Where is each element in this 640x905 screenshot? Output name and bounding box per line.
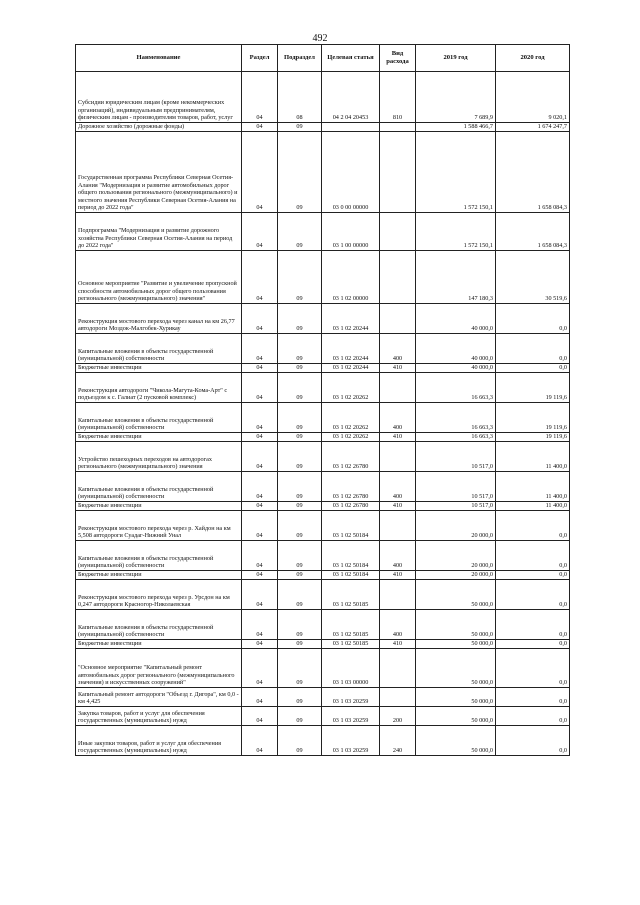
cell-target: 03 1 02 50185 [322, 580, 380, 610]
cell-target: 03 1 02 20262 [322, 403, 380, 433]
cell-razdel: 04 [242, 688, 278, 707]
cell-y2020: 0,0 [496, 541, 570, 571]
cell-razdel: 04 [242, 472, 278, 502]
cell-vid: 400 [380, 334, 416, 364]
cell-y2020: 1 658 084,3 [496, 213, 570, 251]
cell-podrazdel: 09 [278, 123, 322, 132]
cell-target: 03 1 03 20259 [322, 707, 380, 726]
cell-y2020: 19 119,6 [496, 403, 570, 433]
cell-podrazdel: 09 [278, 502, 322, 511]
cell-podrazdel: 09 [278, 251, 322, 304]
cell-name: Бюджетные инвестиции [76, 433, 242, 442]
cell-y2020: 11 400,0 [496, 472, 570, 502]
cell-y2019: 1 588 466,7 [416, 123, 496, 132]
cell-target: 03 1 02 50185 [322, 640, 380, 649]
table-row [76, 472, 570, 502]
cell-razdel: 04 [242, 403, 278, 433]
cell-target: 03 1 02 50184 [322, 571, 380, 580]
cell-target: 03 1 03 20259 [322, 688, 380, 707]
cell-y2020: 0,0 [496, 571, 570, 580]
cell-y2019: 16 663,3 [416, 373, 496, 403]
cell-podrazdel: 09 [278, 373, 322, 403]
page-number: 492 [312, 33, 328, 44]
cell-name: Государственная программа Республики Северная Осетия-Алания "Модернизация и развитие автомобильных дорог общего пользования регионального (межмуниципального) и местного значения Республики Северная Осетия-Алания на период до 2022 года" [76, 132, 242, 213]
cell-vid [380, 580, 416, 610]
cell-vid: 400 [380, 541, 416, 571]
cell-target: 03 1 02 00000 [322, 251, 380, 304]
cell-podrazdel: 09 [278, 541, 322, 571]
cell-y2019: 16 663,3 [416, 433, 496, 442]
table-row [76, 640, 570, 649]
table-row [76, 334, 570, 364]
cell-razdel: 04 [242, 72, 278, 123]
cell-vid [380, 251, 416, 304]
cell-podrazdel: 09 [278, 213, 322, 251]
cell-name: Подпрограмма "Модернизация и развитие дорожного хозяйства Республики Северная Осетия-Алания на период до 2022 года" [76, 213, 242, 251]
cell-target: 03 1 02 26780 [322, 502, 380, 511]
cell-name: Дорожное хозяйство (дорожные фонды) [76, 123, 242, 132]
cell-vid: 410 [380, 433, 416, 442]
header-razdel: Раздел [242, 45, 278, 72]
cell-razdel: 04 [242, 442, 278, 472]
cell-y2019: 50 000,0 [416, 580, 496, 610]
cell-y2019: 50 000,0 [416, 726, 496, 756]
cell-y2020: 19 119,6 [496, 433, 570, 442]
cell-razdel: 04 [242, 571, 278, 580]
cell-vid [380, 304, 416, 334]
cell-name: Бюджетные инвестиции [76, 364, 242, 373]
cell-y2019: 10 517,0 [416, 472, 496, 502]
cell-y2019: 147 180,3 [416, 251, 496, 304]
table-row [76, 72, 570, 123]
cell-podrazdel: 09 [278, 132, 322, 213]
table-body [76, 72, 570, 756]
cell-vid: 410 [380, 640, 416, 649]
cell-vid: 200 [380, 707, 416, 726]
header-vid: Вид расхода [380, 45, 416, 72]
header-name: Наименование [76, 45, 242, 72]
cell-name: Реконструкция мостового перехода через р. Урсдон на км 0,247 автодороги Красногор-Николаевская [76, 580, 242, 610]
cell-y2019: 50 000,0 [416, 640, 496, 649]
cell-podrazdel: 09 [278, 442, 322, 472]
cell-razdel: 04 [242, 541, 278, 571]
table-header-row [76, 45, 570, 72]
table-row [76, 580, 570, 610]
cell-razdel: 04 [242, 123, 278, 132]
cell-vid [380, 213, 416, 251]
cell-name: Устройство пешеходных переходов на автодорогах регионального (межмуниципального) значения [76, 442, 242, 472]
cell-y2020: 0,0 [496, 688, 570, 707]
table-row [76, 433, 570, 442]
cell-name: Бюджетные инвестиции [76, 502, 242, 511]
cell-name: Закупка товаров, работ и услуг для обеспечения государственных (муниципальных) нужд [76, 707, 242, 726]
cell-y2020: 30 519,6 [496, 251, 570, 304]
cell-vid: 410 [380, 502, 416, 511]
cell-target: 03 1 02 26780 [322, 472, 380, 502]
cell-vid [380, 373, 416, 403]
cell-y2019: 50 000,0 [416, 688, 496, 707]
table-row [76, 373, 570, 403]
cell-podrazdel: 09 [278, 726, 322, 756]
cell-vid [380, 511, 416, 541]
cell-razdel: 04 [242, 726, 278, 756]
header-2019: 2019 год [416, 45, 496, 72]
table-row [76, 304, 570, 334]
cell-vid: 240 [380, 726, 416, 756]
cell-name: Иные закупки товаров, работ и услуг для обеспечения государственных (муниципальных) нужд [76, 726, 242, 756]
cell-podrazdel: 09 [278, 571, 322, 580]
cell-y2019: 20 000,0 [416, 511, 496, 541]
cell-target: 03 1 02 50184 [322, 541, 380, 571]
cell-y2020: 0,0 [496, 640, 570, 649]
cell-vid [380, 132, 416, 213]
cell-razdel: 04 [242, 334, 278, 364]
cell-name: "Основное мероприятие "Капитальный ремонт автомобильных дорог регионального (межмуниципального значения) и искусственных сооружений" [76, 649, 242, 688]
cell-podrazdel: 09 [278, 688, 322, 707]
cell-y2020: 0,0 [496, 610, 570, 640]
cell-name: Реконструкция мостового перехода через р. Хайдон на км 5,508 автодороги Суадаг-Нижний Унал [76, 511, 242, 541]
cell-y2019: 20 000,0 [416, 571, 496, 580]
cell-target: 03 0 00 00000 [322, 132, 380, 213]
cell-vid [380, 442, 416, 472]
cell-name: Основное мероприятие "Развитие и увеличение пропускной способности автомобильных дорог общего пользования регионального (межмуниципального) значения" [76, 251, 242, 304]
cell-y2020: 0,0 [496, 580, 570, 610]
cell-y2020: 9 020,1 [496, 72, 570, 123]
cell-razdel: 04 [242, 610, 278, 640]
cell-name: Бюджетные инвестиции [76, 571, 242, 580]
table-row [76, 123, 570, 132]
cell-podrazdel: 09 [278, 364, 322, 373]
cell-razdel: 04 [242, 502, 278, 511]
table-row [76, 610, 570, 640]
table-row [76, 502, 570, 511]
cell-razdel: 04 [242, 511, 278, 541]
cell-name: Капитальные вложения в объекты государственной (муниципальной) собственности [76, 541, 242, 571]
cell-y2020: 19 119,6 [496, 373, 570, 403]
cell-razdel: 04 [242, 132, 278, 213]
cell-name: Капитальные вложения в объекты государственной (муниципальной) собственности [76, 334, 242, 364]
cell-target: 03 1 02 20244 [322, 304, 380, 334]
cell-name: Капитальный ремонт автодороги "Объезд г. Дигора", км 0,0 - км 4,425 [76, 688, 242, 707]
cell-vid: 400 [380, 403, 416, 433]
cell-y2019: 16 663,3 [416, 403, 496, 433]
cell-name: Бюджетные инвестиции [76, 640, 242, 649]
cell-target: 03 1 02 20262 [322, 373, 380, 403]
cell-podrazdel: 09 [278, 304, 322, 334]
table-row [76, 403, 570, 433]
cell-y2019: 40 000,0 [416, 304, 496, 334]
cell-podrazdel: 09 [278, 580, 322, 610]
cell-vid [380, 123, 416, 132]
cell-y2019: 50 000,0 [416, 649, 496, 688]
table-row [76, 707, 570, 726]
cell-y2020: 11 400,0 [496, 442, 570, 472]
cell-vid: 400 [380, 610, 416, 640]
cell-name: Реконструкция автодороги "Чикола-Магута-Кома-Арт" с подъездом к с. Галиат (2 пусковой комплекс) [76, 373, 242, 403]
cell-y2020: 0,0 [496, 707, 570, 726]
cell-target: 03 1 02 20244 [322, 334, 380, 364]
cell-vid: 410 [380, 364, 416, 373]
cell-podrazdel: 09 [278, 433, 322, 442]
cell-y2020: 0,0 [496, 334, 570, 364]
cell-razdel: 04 [242, 640, 278, 649]
cell-y2019: 1 572 150,1 [416, 132, 496, 213]
cell-razdel: 04 [242, 213, 278, 251]
cell-y2019: 20 000,0 [416, 541, 496, 571]
cell-y2020: 0,0 [496, 649, 570, 688]
table-row [76, 251, 570, 304]
table-row [76, 442, 570, 472]
cell-y2020: 11 400,0 [496, 502, 570, 511]
cell-target: 03 1 00 00000 [322, 213, 380, 251]
cell-razdel: 04 [242, 707, 278, 726]
cell-target: 03 1 02 50185 [322, 610, 380, 640]
cell-podrazdel: 09 [278, 403, 322, 433]
cell-y2019: 40 000,0 [416, 364, 496, 373]
table-row [76, 649, 570, 688]
cell-name: Реконструкция мостового перехода через канал на км 26,77 автодороги Моздок-Малгобек-Хурикау [76, 304, 242, 334]
cell-y2019: 10 517,0 [416, 502, 496, 511]
cell-y2020: 0,0 [496, 511, 570, 541]
header-target: Целевая статья [322, 45, 380, 72]
cell-podrazdel: 09 [278, 610, 322, 640]
cell-razdel: 04 [242, 580, 278, 610]
cell-vid: 810 [380, 72, 416, 123]
cell-y2020: 1 674 247,7 [496, 123, 570, 132]
table-row [76, 726, 570, 756]
cell-y2020: 1 658 084,3 [496, 132, 570, 213]
cell-y2019: 10 517,0 [416, 442, 496, 472]
cell-vid [380, 688, 416, 707]
cell-podrazdel: 09 [278, 707, 322, 726]
cell-name: Капитальные вложения в объекты государственной (муниципальной) собственности [76, 403, 242, 433]
cell-razdel: 04 [242, 251, 278, 304]
cell-target: 03 1 03 20259 [322, 726, 380, 756]
cell-target: 04 2 04 20453 [322, 72, 380, 123]
table-row [76, 364, 570, 373]
cell-y2019: 50 000,0 [416, 707, 496, 726]
cell-target: 03 1 02 20244 [322, 364, 380, 373]
cell-name: Капитальные вложения в объекты государственной (муниципальной) собственности [76, 472, 242, 502]
cell-razdel: 04 [242, 304, 278, 334]
cell-target [322, 123, 380, 132]
cell-name: Капитальные вложения в объекты государственной (муниципальной) собственности [76, 610, 242, 640]
cell-razdel: 04 [242, 373, 278, 403]
cell-target: 03 1 02 26780 [322, 442, 380, 472]
cell-podrazdel: 09 [278, 334, 322, 364]
cell-y2019: 40 000,0 [416, 334, 496, 364]
cell-target: 03 1 03 00000 [322, 649, 380, 688]
budget-table [75, 44, 570, 756]
cell-vid: 410 [380, 571, 416, 580]
table-row [76, 571, 570, 580]
cell-name: Субсидии юридическим лицам (кроме некоммерческих организаций), индивидуальным предпринимателям, физическим лицам - производителям товаров, работ, услуг [76, 72, 242, 123]
header-podrazdel: Подраздел [278, 45, 322, 72]
cell-y2019: 50 000,0 [416, 610, 496, 640]
cell-target: 03 1 02 50184 [322, 511, 380, 541]
cell-vid [380, 649, 416, 688]
table-row [76, 688, 570, 707]
table-row [76, 511, 570, 541]
cell-podrazdel: 09 [278, 511, 322, 541]
cell-razdel: 04 [242, 433, 278, 442]
cell-y2020: 0,0 [496, 364, 570, 373]
cell-podrazdel: 09 [278, 649, 322, 688]
cell-y2019: 7 689,9 [416, 72, 496, 123]
cell-y2020: 0,0 [496, 726, 570, 756]
cell-podrazdel: 08 [278, 72, 322, 123]
cell-vid: 400 [380, 472, 416, 502]
table-row [76, 132, 570, 213]
cell-y2020: 0,0 [496, 304, 570, 334]
header-2020: 2020 год [496, 45, 570, 72]
table-row [76, 213, 570, 251]
table-row [76, 541, 570, 571]
cell-podrazdel: 09 [278, 472, 322, 502]
cell-razdel: 04 [242, 364, 278, 373]
cell-podrazdel: 09 [278, 640, 322, 649]
cell-target: 03 1 02 20262 [322, 433, 380, 442]
cell-y2019: 1 572 150,1 [416, 213, 496, 251]
cell-razdel: 04 [242, 649, 278, 688]
